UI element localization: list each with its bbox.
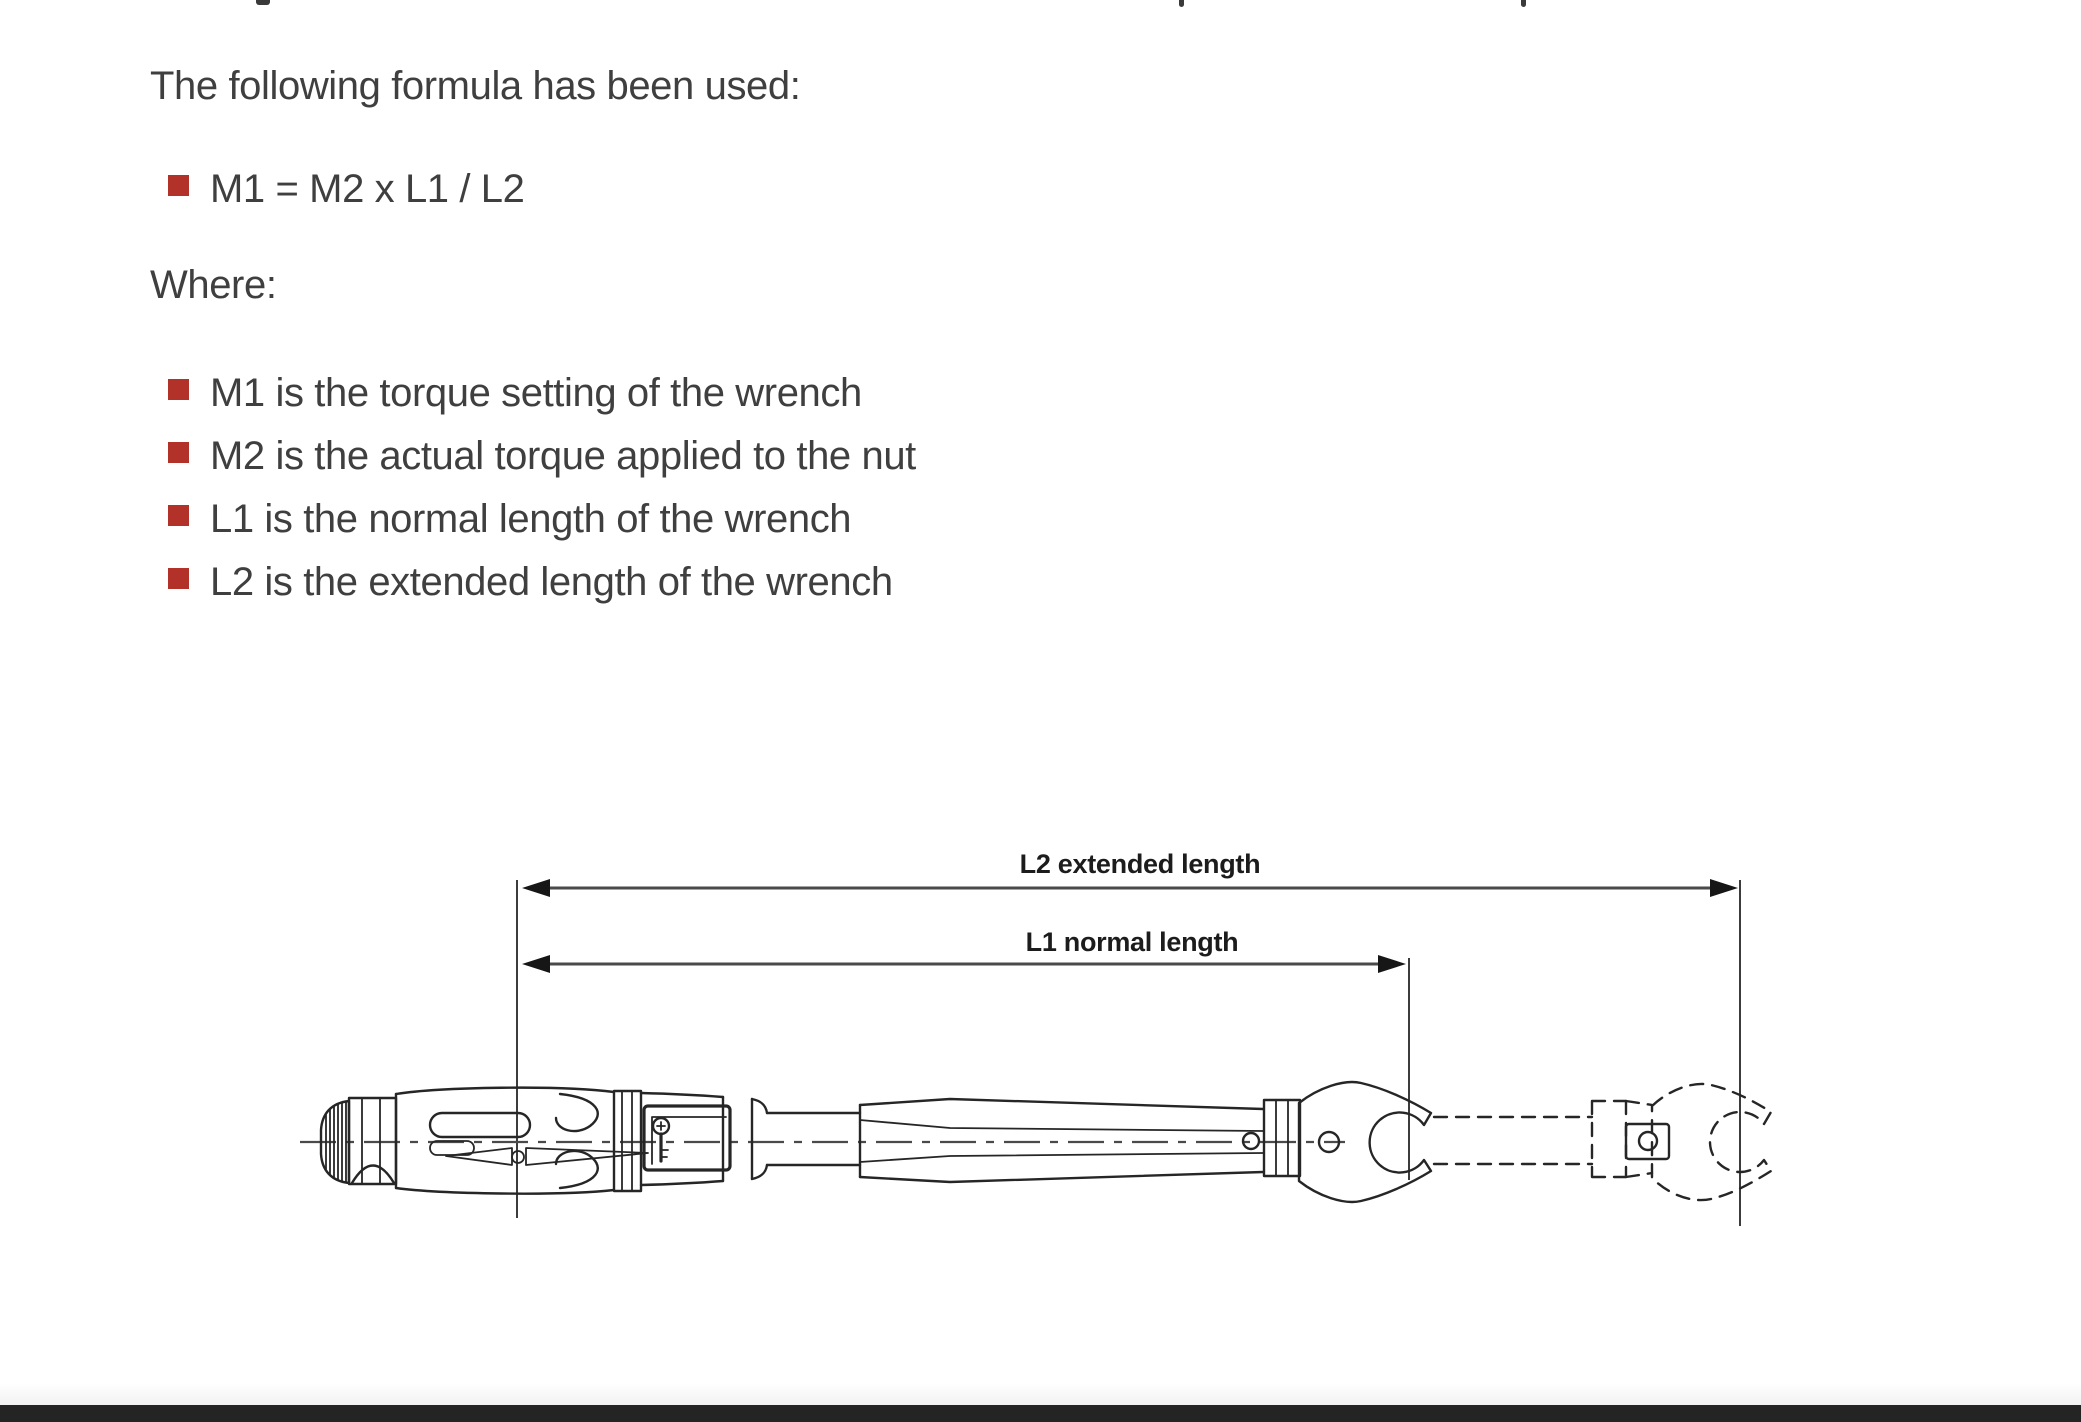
bottom-bar — [0, 1405, 2081, 1422]
l1-dimension-label: L1 normal length — [1025, 927, 1239, 957]
key-lock-icon — [653, 1118, 669, 1161]
l2-dimension-label: L2 extended length — [1019, 849, 1261, 879]
head-collar — [1264, 1100, 1300, 1176]
intro-paragraph: The following formula has been used: — [150, 64, 801, 108]
definition-text: L1 is the normal length of the wrench — [210, 497, 852, 541]
wrench-shaft — [767, 1099, 1263, 1182]
open-end-head — [1299, 1082, 1431, 1202]
formula-text: M1 = M2 x L1 / L2 — [210, 167, 525, 211]
dimension-l1 — [522, 927, 1406, 973]
drive-pin-block — [1626, 1124, 1669, 1159]
definition-text: M2 is the actual torque applied to the nut — [210, 434, 916, 478]
scale-window-body — [641, 1093, 767, 1185]
where-label: Where: — [150, 263, 277, 307]
drive-pin-hole — [1639, 1132, 1657, 1150]
extended-head-ghost — [1434, 1084, 1771, 1200]
handle-grip — [396, 1088, 648, 1194]
dimension-l2 — [522, 849, 1738, 897]
definition-text: L2 is the extended length of the wrench — [210, 560, 893, 604]
footer-shadow — [0, 1383, 2081, 1405]
definition-text: M1 is the torque setting of the wrench — [210, 371, 862, 415]
